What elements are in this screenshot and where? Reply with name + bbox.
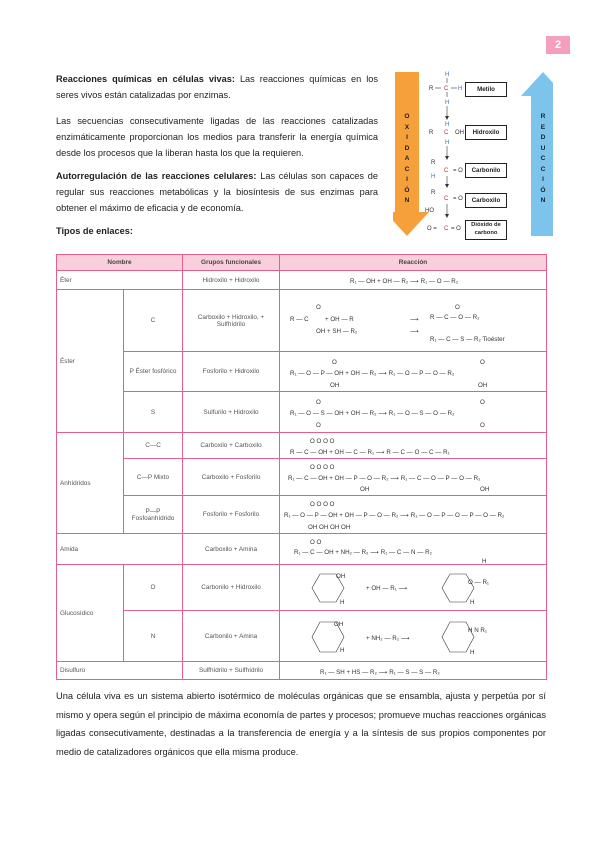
functional-groups: Hidroxilo + Hidroxilo <box>183 271 280 290</box>
reaction-phosphoester <box>280 353 533 391</box>
reduction-letter: C <box>540 155 546 162</box>
header-reaction: Reacción <box>280 255 547 271</box>
reduction-letter: I <box>542 176 544 183</box>
svg-text:R: R <box>431 160 436 166</box>
oxidation-reduction-diagram <box>393 70 553 240</box>
closing-paragraph: Una célula viva es un sistema abierto isotérmico de moléculas orgánicas que se ensambla, ajusta y perpetúa por sí mismo y opera según el principio de máxima economía de partes y procesos; promueve muchas reacciones orgánicas ligadas consecutivamente, destinadas a la transferencia de energía y a la síntesis de sus propios componentes por medio de catalizadores orgánicos que ella misma produce. <box>56 691 546 757</box>
table-row <box>57 534 547 565</box>
svg-text:R₁ — OH + OH — R₂ ⟶ R₁ — O: R₁ — OH + OH — R₂ ⟶ R₁ — O — R₂ <box>350 278 459 285</box>
svg-text:C: C <box>444 226 449 232</box>
label-carboxyl: Carboxilo <box>465 193 507 208</box>
svg-text:H: H <box>340 598 345 606</box>
bond-types-table <box>56 254 547 680</box>
svg-text:OH: OH <box>334 620 344 628</box>
table-row <box>57 459 547 496</box>
table-row <box>57 352 547 392</box>
bond-subtype: O <box>124 565 183 611</box>
svg-text:+ OH — R: + OH — R <box>325 315 354 323</box>
oxidation-letter: I <box>406 176 408 183</box>
oxidation-letter: O <box>404 113 410 120</box>
svg-text:O =: O = <box>427 226 437 232</box>
oxidation-letter: A <box>404 155 410 162</box>
table-row <box>57 433 547 459</box>
svg-text:+ OH — R₁ ⟶: + OH — R₁ ⟶ <box>366 584 408 592</box>
functional-groups: Sulfurilo + Hidroxilo <box>183 392 280 433</box>
reaction-disulfide <box>280 663 533 679</box>
reaction-cell <box>280 271 547 290</box>
reaction-cell <box>280 352 547 392</box>
reaction-cell <box>280 290 547 352</box>
bond-subtype: P Éster fosfórico <box>124 352 183 392</box>
svg-text:R — C — OH + OH — C — R₁ ⟶: R — C — OH + OH — C — R₁ ⟶ R — C — O — C — R₁ <box>290 448 450 456</box>
reduction-letter: R <box>540 113 546 120</box>
autoregulation-title: Autorregulación de las reacciones celulares: <box>56 171 257 181</box>
functional-groups: Carbonilo + Hidroxilo <box>183 565 280 611</box>
svg-text:H: H <box>470 598 475 606</box>
svg-text:OH OH: OH OH OH OH <box>308 523 351 531</box>
oxidation-letter: N <box>404 197 410 204</box>
svg-text:O: O <box>480 421 485 429</box>
reaction-cell <box>280 534 547 565</box>
reaction-cell <box>280 433 547 459</box>
svg-text:R₁ — SH + HS — R₂ ⟶ R₁ — S: R₁ — SH + HS — R₂ ⟶ R₁ — S — S — R₂ <box>320 668 440 676</box>
table-row <box>57 611 547 662</box>
svg-text:⟶: ⟶ <box>410 327 419 335</box>
svg-text:R₁ — C — OH + OH — P — O — R: R₁ — C — OH + OH — P — O — R₂ ⟶ R₁ — C — O — P — O — R₂ <box>288 474 481 482</box>
table-row <box>57 496 547 534</box>
reaction-mixed-anhydride <box>280 460 533 495</box>
header-name: Nombre <box>57 255 183 271</box>
svg-text:H: H <box>445 122 450 128</box>
functional-groups: Fosforilo + Fosforilo <box>183 496 280 534</box>
svg-text:H N R₁: H N R₁ <box>468 626 487 634</box>
reaction-cell <box>280 392 547 433</box>
reduction-letter: N <box>540 197 546 204</box>
table-header-row <box>57 255 547 271</box>
svg-text:O O: O O O O <box>310 463 335 471</box>
autoregulation-paragraph <box>56 168 378 216</box>
svg-text:H: H <box>470 648 475 656</box>
svg-text:O — R₁: O — R₁ <box>468 578 489 586</box>
functional-groups: Carboxilo + Fosforilo <box>183 459 280 496</box>
svg-text:O: O <box>316 303 321 311</box>
svg-text:H: H <box>482 557 487 564</box>
svg-text:O: O <box>455 303 460 311</box>
oxidation-letter: C <box>404 165 410 173</box>
reaction-cell <box>280 662 547 680</box>
svg-text:R: R <box>429 130 434 136</box>
reaction-sulfoester <box>280 393 533 432</box>
reduction-letter: U <box>540 144 546 152</box>
svg-text:O: O <box>316 398 321 406</box>
oxidation-label <box>402 112 412 207</box>
functional-groups: Carboxilo + Carboxilo <box>183 433 280 459</box>
svg-text:= O: = O <box>453 196 463 202</box>
page-number: 2 <box>546 36 570 54</box>
svg-text:H: H <box>458 86 463 92</box>
svg-text:OH: OH <box>330 381 340 389</box>
functional-groups: Carboxilo + Hidroxilo, + Sulfhídrilo <box>183 290 280 352</box>
svg-text:= O: = O <box>453 168 463 174</box>
svg-text:C: C <box>444 168 449 174</box>
bond-subtype: S <box>124 392 183 433</box>
functional-groups: Fosforilo + Hidroxilo <box>183 352 280 392</box>
svg-text:R — C: R — C <box>290 315 309 323</box>
svg-text:⟶: ⟶ <box>410 315 419 323</box>
sequences-paragraph: Las secuencias consecutivamente ligadas de las reacciones catalizadas enzimáticamente proporcionan los medios para transferir la energía química desde los procesos que la liberan hasta los que la requieren. <box>56 116 378 158</box>
bond-name: Éter <box>57 271 183 290</box>
bond-subtype: P—P Fosfoanhídrido <box>124 496 183 534</box>
reduction-arrow <box>521 72 553 236</box>
svg-text:HO: HO <box>425 208 434 214</box>
functional-groups: Carbonilo + Amina <box>183 611 280 662</box>
svg-text:O: O <box>316 421 321 429</box>
oxidation-letter: I <box>406 134 408 141</box>
reduction-letter: E <box>540 123 546 131</box>
svg-text:R₁ — O — P — OH + OH — R₂ ⟶: R₁ — O — P — OH + OH — R₂ ⟶ R₁ — O — P — O — R₂ <box>290 369 455 377</box>
table-row <box>57 392 547 433</box>
svg-text:R: R <box>429 86 434 92</box>
reduction-label <box>538 112 548 207</box>
bond-subtype: C—P Mixto <box>124 459 183 496</box>
svg-text:R₁ — C — OH + NH₂ — R₂ ⟶ R: R₁ — C — OH + NH₂ — R₂ ⟶ R₁ — C — N — R₂ <box>294 548 432 556</box>
reduction-letter: D <box>540 134 546 141</box>
svg-text:H: H <box>431 174 436 180</box>
bond-name: Anhídridos <box>57 433 124 534</box>
svg-text:H: H <box>445 140 450 146</box>
bond-types-heading: Tipos de enlaces: <box>56 226 133 236</box>
functional-groups: Sulfhídrilo + Sulfhídrilo <box>183 662 280 680</box>
svg-text:OH: OH <box>336 572 346 580</box>
intro-text: Las reacciones químicas en los seres vivos están catalizadas por enzimas. <box>56 74 378 100</box>
svg-text:O O: O O O O <box>310 437 335 445</box>
intro-title: Reacciones químicas en células vivas: <box>56 74 235 84</box>
svg-text:O: O O <box>310 538 322 546</box>
table-row <box>57 290 547 352</box>
svg-text:OH: OH <box>478 381 488 389</box>
reaction-cell <box>280 565 547 611</box>
bond-subtype: C <box>124 290 183 352</box>
reaction-cell <box>280 459 547 496</box>
reaction-cell <box>280 611 547 662</box>
svg-text:= O: = O <box>451 226 461 232</box>
table-row <box>57 565 547 611</box>
label-hydroxyl: Hidroxilo <box>465 125 507 140</box>
svg-text:H: H <box>445 100 450 106</box>
svg-text:H: H <box>445 72 450 78</box>
svg-text:R — C — O — R₂: R — C — O — R₂ <box>430 313 480 321</box>
svg-text:C: C <box>444 86 449 92</box>
oxidation-letter: X <box>404 123 410 131</box>
label-carbonyl: Carbonilo <box>465 163 507 178</box>
bond-name: Disulfuro <box>57 662 183 680</box>
svg-text:OH: OH <box>455 130 464 136</box>
table-row <box>57 271 547 290</box>
oxidation-letter: Ó <box>404 186 410 194</box>
svg-text:C: C <box>444 196 449 202</box>
bond-name: Éster <box>57 290 124 433</box>
reaction-amide <box>280 535 533 564</box>
reduction-letter: C <box>540 165 546 173</box>
reaction-phosphoanhydride <box>280 497 533 533</box>
bond-name: Amida <box>57 534 183 565</box>
svg-text:O: O <box>480 398 485 406</box>
autoregulation-text: Las células son capaces de regular sus reacciones metabólicas y la biosíntesis de sus enzimas para obtener el máximo de eficacia y de economía. <box>56 171 378 213</box>
svg-text:H: H <box>340 646 345 654</box>
label-methyl: Metilo <box>465 82 507 97</box>
svg-text:C: C <box>444 130 449 136</box>
functional-groups: Carboxilo + Amina <box>183 534 280 565</box>
svg-text:OH: OH <box>360 485 370 493</box>
reduction-letter: Ó <box>540 186 546 194</box>
table-row <box>57 662 547 680</box>
svg-text:OH: OH <box>480 485 490 493</box>
reaction-carboxylic-anhydride <box>280 434 533 458</box>
oxidation-letter: D <box>404 144 410 152</box>
reaction-o-glycosidic <box>280 566 533 610</box>
reaction-n-glycosidic <box>280 612 533 661</box>
reaction-ester <box>280 291 533 351</box>
svg-text:OH + SH — R₂: OH + SH — R₂ <box>316 327 358 335</box>
header-groups: Grupos funcionales <box>183 255 280 271</box>
reaction-ether <box>280 271 533 289</box>
intro-paragraph <box>56 71 378 103</box>
svg-text:R₁ — O — S — OH + OH — R₂ ⟶: R₁ — O — S — OH + OH — R₂ ⟶ R₁ — O — S — O — R₂ <box>290 409 455 417</box>
svg-text:O: O <box>480 358 485 366</box>
bond-subtype: N <box>124 611 183 662</box>
svg-text:O: O <box>332 358 337 366</box>
bond-name: Glucosídico <box>57 565 124 662</box>
svg-text:R₁ — C — S — R₂ Tioéster: R₁ — C — S — R₂ Tioéster <box>430 335 505 343</box>
svg-text:+ NH₂ — R₂ ⟶: + NH₂ — R₂ ⟶ <box>366 634 410 642</box>
svg-text:R₁ — O — P — OH + OH — P — O: R₁ — O — P — OH + OH — P — O — R₂ ⟶ R₁ — O — P — O — P — O — R₂ <box>284 511 505 519</box>
reaction-cell <box>280 496 547 534</box>
svg-text:O O: O O O O <box>310 500 335 508</box>
svg-text:R: R <box>431 190 436 196</box>
bond-subtype: C—C <box>124 433 183 459</box>
label-carbon-dioxide: Dióxido de carbono <box>465 220 507 240</box>
